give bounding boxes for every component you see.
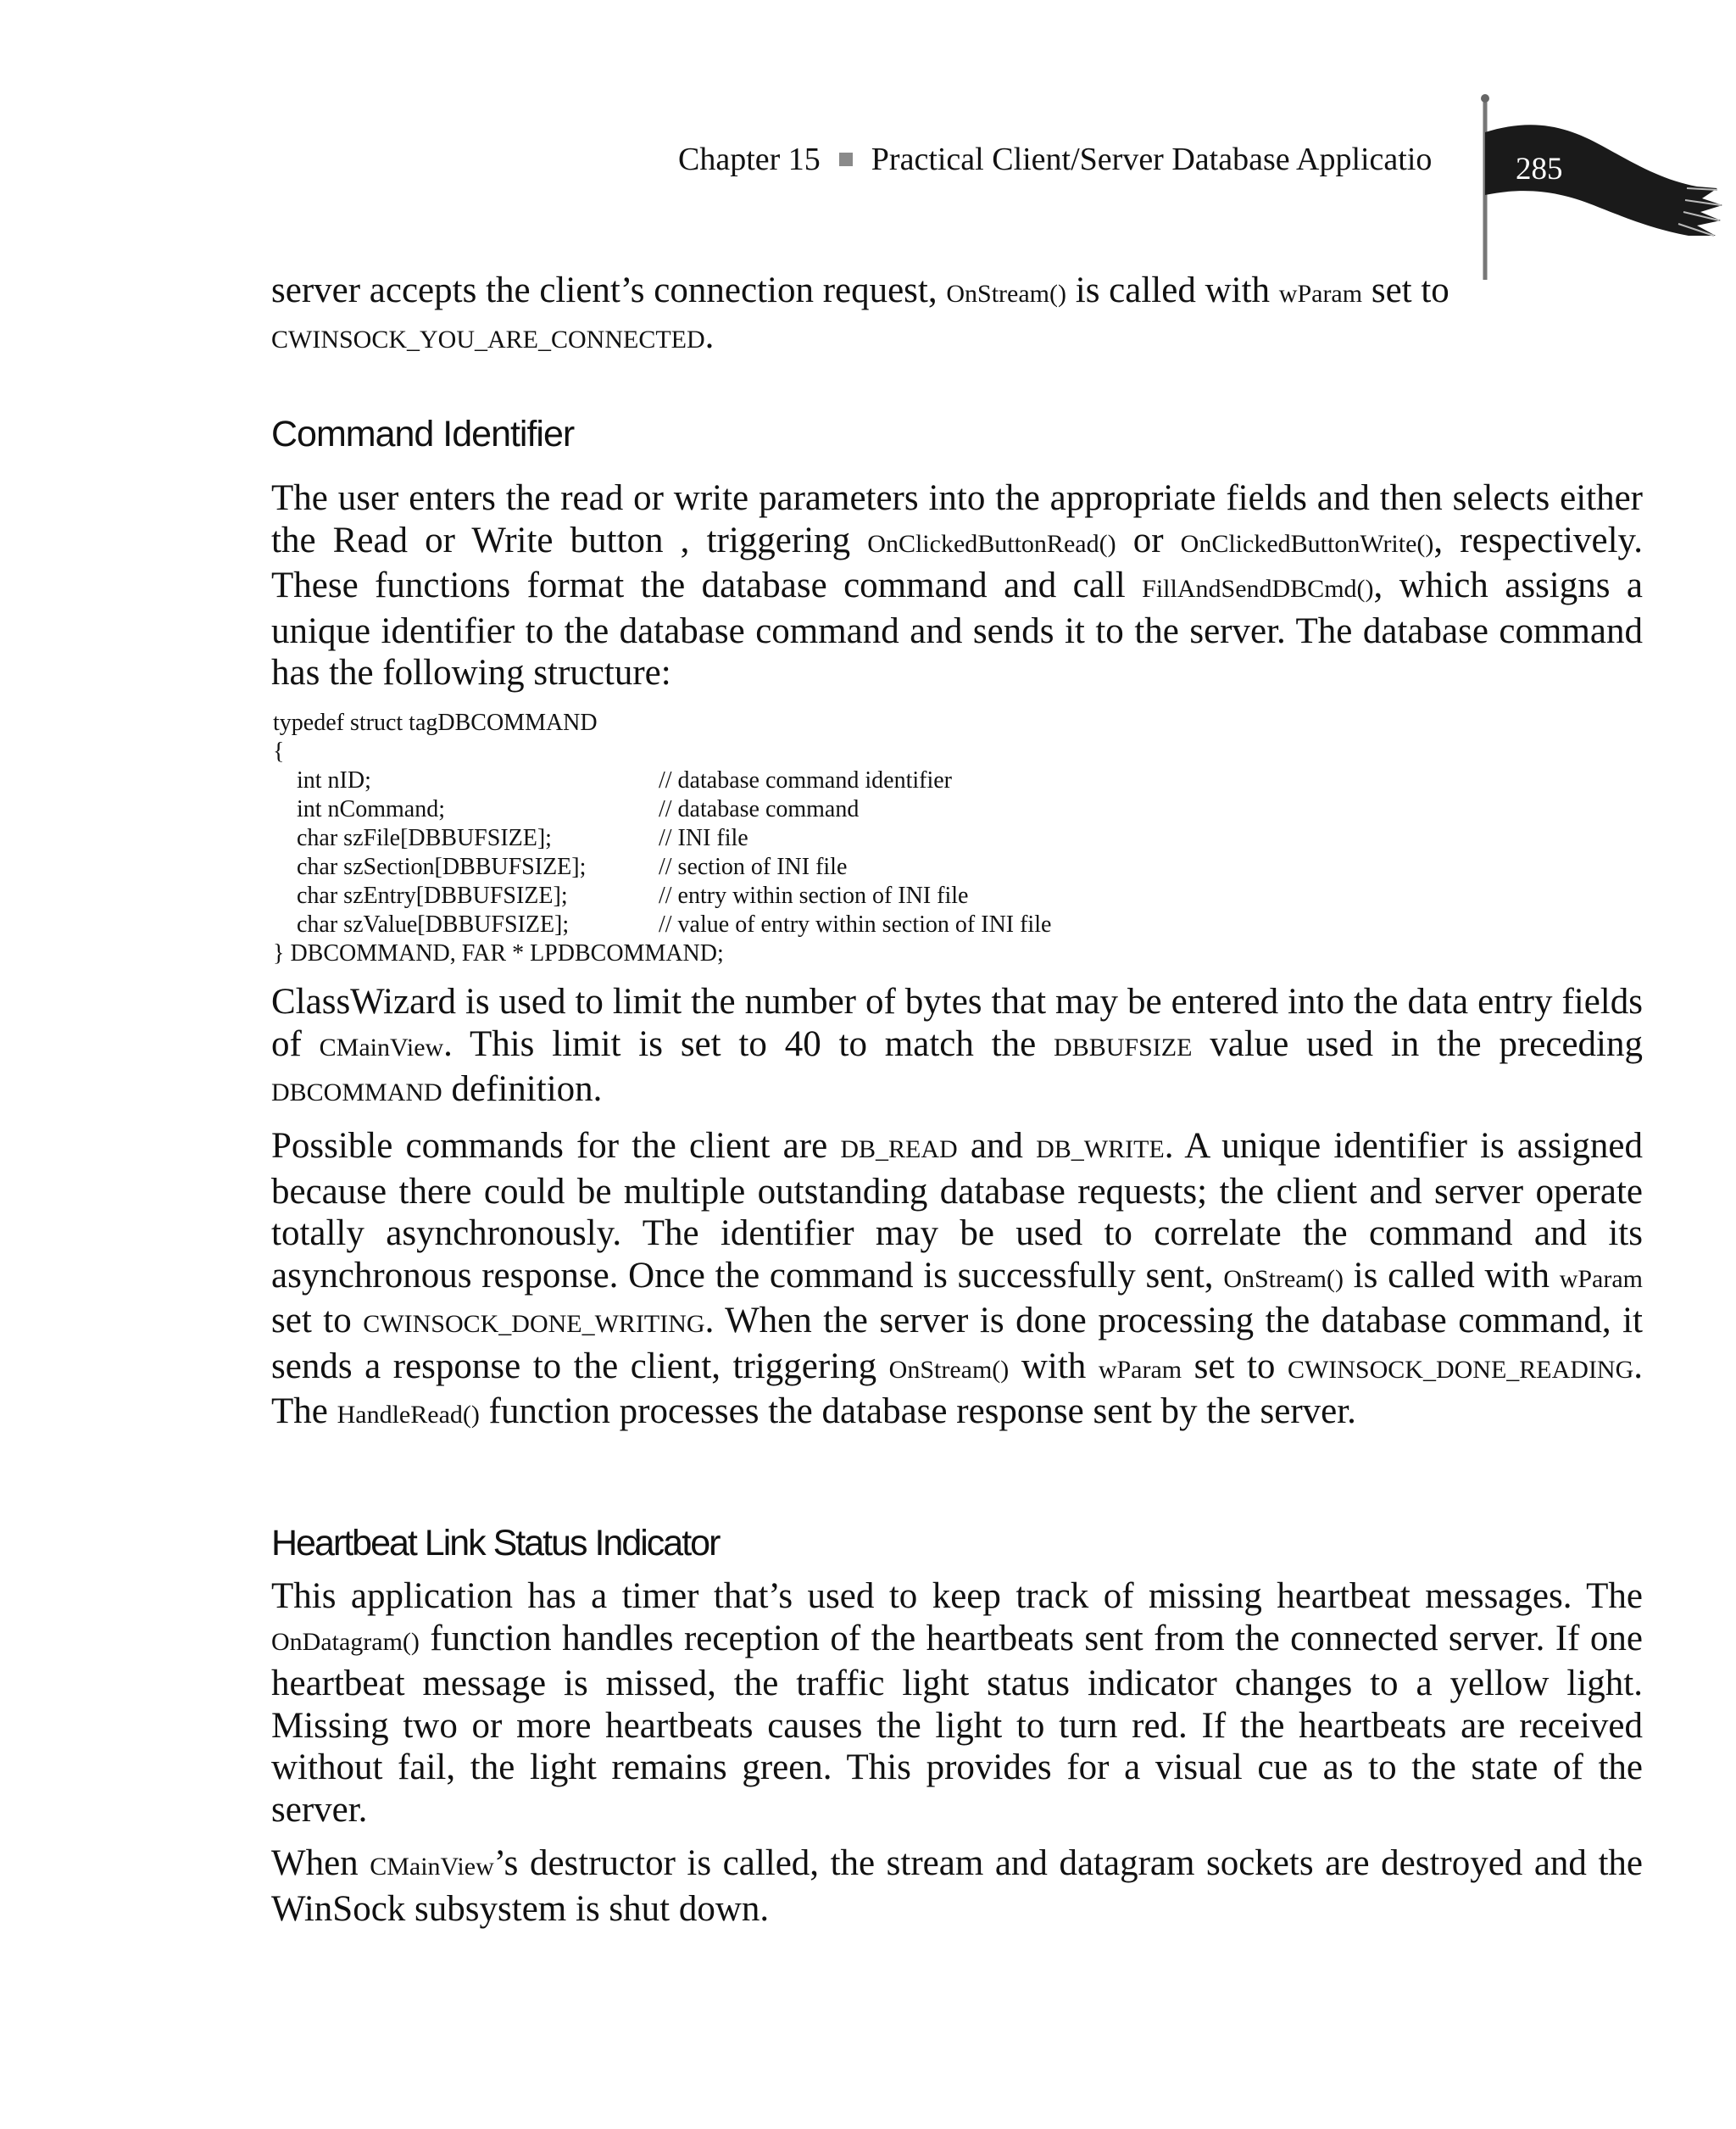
text-run: definition. [442, 1069, 603, 1109]
paragraph-possible-commands [271, 1125, 1643, 1436]
text-run: . This limit is set to 40 to match the [443, 1023, 1054, 1064]
code-line [273, 766, 1460, 795]
code-term: FillAndSendDBCmd() [1142, 575, 1374, 603]
code-term: OnStream() [888, 1355, 1010, 1384]
paragraph-destructor [271, 1842, 1643, 1930]
text-run: . The [271, 1346, 1644, 1431]
code-line [273, 911, 1460, 939]
code-term: DB_WRITE [1036, 1135, 1165, 1163]
code-declaration: char szEntry[DBBUFSIZE]; [297, 883, 568, 909]
code-term: CWINSOCK_DONE_WRITING [363, 1310, 705, 1338]
square-bullet-icon [839, 153, 853, 166]
code-term: DBBUFSIZE [1054, 1033, 1193, 1062]
text-run: Possible commands for the client are [271, 1126, 841, 1166]
code-line: { [273, 738, 285, 765]
code-comment: // value of entry within section of INI file [659, 911, 1052, 938]
text-run: ’s destructor is called, the stream and datagram sockets are destroyed and the WinSock subsystem is shut down. [271, 1843, 1643, 1929]
code-term: wParam [1278, 280, 1363, 308]
text-run: , respectively. These functions format the database command and call [271, 520, 1643, 605]
code-listing [273, 709, 1460, 968]
code-line [273, 824, 1460, 853]
text-run: . When the server is done processing the database command, it sends a response to the client, triggering [271, 1301, 1644, 1386]
code-comment: // INI file [659, 825, 748, 851]
code-term: OnDatagram() [271, 1627, 420, 1656]
text-run: . A unique identifier is assigned because there could be multiple outstanding database requests; the client and server operate totally asynchronously. The identifier may be used to correlate the command and its asynchronous response. Once the command is successfully sent, [271, 1126, 1644, 1296]
text-run: or [1116, 520, 1181, 560]
code-term: DB_READ [840, 1135, 958, 1163]
code-term: CWINSOCK_YOU_ARE_CONNECTED [271, 325, 705, 354]
code-declaration: int nCommand; [297, 796, 445, 822]
code-line [273, 795, 1460, 824]
code-comment: // section of INI file [659, 854, 848, 880]
code-line: } DBCOMMAND, FAR * LPDBCOMMAND; [273, 940, 724, 967]
code-term: DBCOMMAND [271, 1078, 442, 1106]
code-declaration: char szValue[DBBUFSIZE]; [297, 911, 570, 938]
code-line: typedef struct tagDBCOMMAND [273, 710, 598, 736]
chapter-label: Chapter 15 [678, 142, 821, 177]
paragraph-heartbeat [271, 1575, 1643, 1831]
code-term: wParam [1559, 1264, 1644, 1293]
text-run: server accepts the client’s connection request, [271, 270, 947, 310]
text-run: value used in the preceding [1192, 1023, 1643, 1064]
code-term: OnStream() [946, 280, 1066, 308]
text-run: . [704, 315, 715, 356]
paragraph-classwizard [271, 981, 1643, 1114]
code-comment: // database command [659, 796, 860, 822]
paragraph-command-intro [271, 477, 1643, 694]
text-run: function processes the database response sent by the server. [479, 1391, 1356, 1431]
running-header [678, 141, 1432, 178]
text-run: set to [271, 1301, 364, 1340]
text-run: set to [1182, 1346, 1288, 1386]
code-line [273, 882, 1460, 911]
section-heading-command-identifier: Command Identifier [271, 414, 575, 454]
section-heading-heartbeat: Heartbeat Link Status Indicator [271, 1523, 720, 1563]
code-term: OnStream() [1223, 1264, 1344, 1293]
text-run: This application has a timer that’s used to keep track of missing heartbeat messages. The [271, 1576, 1643, 1616]
text-run: function handles reception of the heartbeats sent from the connected server. If one heartbeat message is missed, the traffic light status indicator changes to a yellow light. Missing two or more heartbeats causes the light to turn red. If the heartbeats are received without fail, the light remains green. This provides for a visual cue as to the state of the server. [271, 1618, 1643, 1830]
code-line [273, 853, 1460, 882]
code-term: OnClickedButtonRead() [867, 529, 1116, 558]
code-term: OnClickedButtonWrite() [1180, 529, 1434, 558]
text-run: The user enters the read or write parameters into the appropriate fields and then selects either the Read or Write button , triggering [271, 478, 1643, 560]
code-declaration: int nID; [297, 767, 371, 794]
text-run: ClassWizard is used to limit the number of bytes that may be entered into the data entry fields of [271, 982, 1643, 1064]
chapter-title: Practical Client/Server Database Applicatio [871, 142, 1433, 177]
intro-paragraph [271, 270, 1643, 360]
code-term: CWINSOCK_DONE_READING [1287, 1355, 1634, 1384]
code-comment: // entry within section of INI file [659, 883, 969, 909]
code-declaration: char szFile[DBBUFSIZE]; [297, 825, 552, 851]
flag-icon [1475, 93, 1729, 280]
code-declaration: char szSection[DBBUFSIZE]; [297, 854, 587, 880]
text-run: with [1009, 1346, 1099, 1386]
code-term: CMainView [370, 1853, 494, 1881]
text-run: , which assigns a unique identifier to the database command and sends it to the server. The database command has the following structure: [271, 566, 1644, 693]
code-comment: // database command identifier [659, 767, 952, 794]
text-run: set to [1362, 270, 1449, 310]
code-term: CMainView [319, 1033, 444, 1062]
text-run: is called with [1066, 270, 1279, 310]
code-term: wParam [1098, 1355, 1182, 1384]
text-run: When [271, 1843, 370, 1883]
text-run: is called with [1343, 1255, 1560, 1296]
code-term: HandleRead() [337, 1401, 480, 1429]
text-run: and [957, 1126, 1037, 1166]
page-number: 285 [1516, 152, 1563, 187]
